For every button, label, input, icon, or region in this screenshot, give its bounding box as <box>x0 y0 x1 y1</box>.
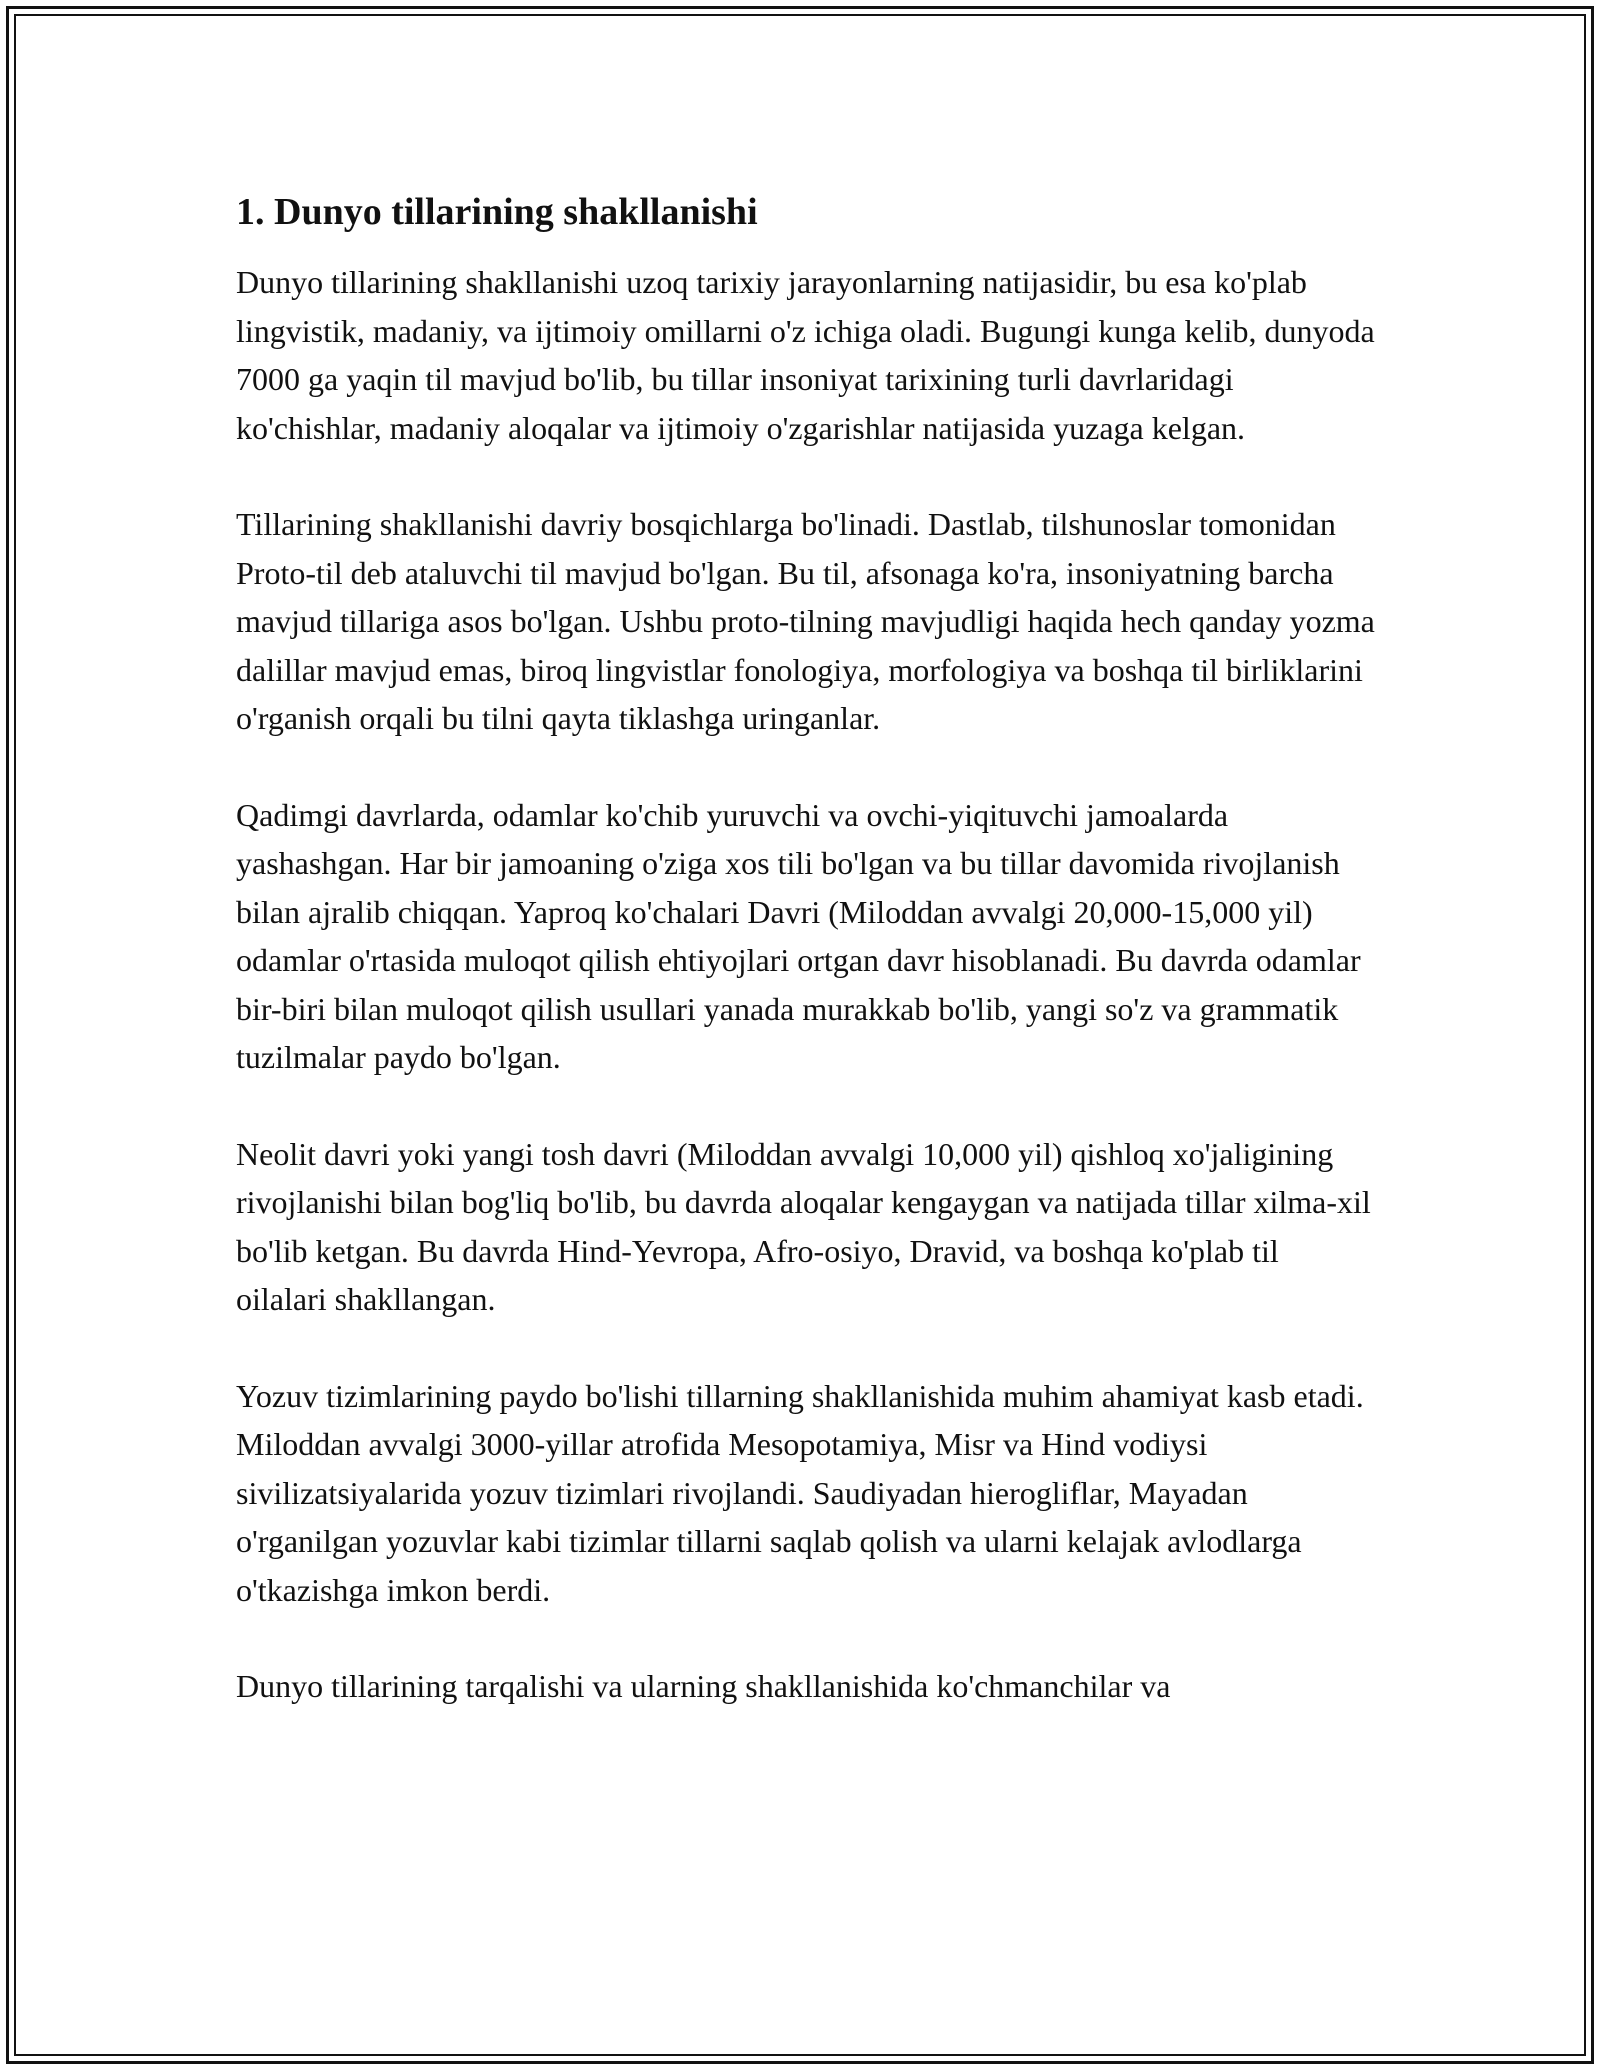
paragraph-1: Dunyo tillarining shakllanishi uzoq tarixiy jarayonlarning natijasidir, bu esa ko'plab lingvistik, madaniy, va ijtimoiy omillarni o'z ichiga oladi. Bugungi kunga kelib, dunyoda 7000 ga yaqin til mavjud bo'lib, bu tillar insoniyat tarixining turli davrlaridagi ko'chishlar, madaniy aloqalar va ijtimoiy o'zgarishlar natijasida yuzaga kelgan. <box>236 264 1375 446</box>
paragraph-5: Yozuv tizimlarining paydo bo'lishi tillarning shakllanishida muhim ahamiyat kasb etadi. Miloddan avvalgi 3000-yillar atrofida Mesopotamiya, Misr va Hind vodiysi sivilizatsiyalarida yozuv tizimlari rivojlandi. Saudiyadan hierogliflar, Mayadan o'rganilgan yozuvlar kabi tizimlar tillarni saqlab qolish va ularni kelajak avlodlarga o'tkazishga imkon berdi. <box>236 1377 1364 1608</box>
paragraph-6: Dunyo tillarining tarqalishi va ularning shakllanishida ko'chmanchilar va <box>236 1668 1171 1704</box>
paragraph-4: Neolit davri yoki yangi tosh davri (Miloddan avvalgi 10,000 yil) qishloq xo'jaligining rivojlanishi bilan bog'liq bo'lib, bu davrda aloqalar kengaygan va natijada tillar xilma-xil bo'lib ketgan. Bu davrda Hind-Yevropa, Afro-osiyo, Dravid, va boshqa ko'plab til oilalari shakllangan. <box>236 1135 1371 1317</box>
section-heading: 1. Dunyo tillarining shakllanishi <box>236 191 758 233</box>
document-body <box>236 186 1376 1759</box>
paragraph-3: Qadimgi davrlarda, odamlar ko'chib yuruvchi va ovchi-yiqituvchi jamoalarda yashashgan. Har bir jamoaning o'ziga xos tili bo'lgan va bu tillar davomida rivojlanish bilan ajralib chiqqan. Yaproq ko'chalari Davri (Miloddan avvalgi 20,000-15,000 yil) odamlar o'rtasida muloqot qilish ehtiyojlari ortgan davr hisoblanadi. Bu davrda odamlar bir-biri bilan muloqot qilish usullari yanada murakkab bo'lib, yangi so'z va grammatik tuzilmalar paydo bo'lgan. <box>236 796 1361 1075</box>
paragraph-2: Tillarining shakllanishi davriy bosqichlarga bo'linadi. Dastlab, tilshunoslar tomonidan Proto-til deb ataluvchi til mavjud bo'lgan. Bu til, afsonaga ko'ra, insoniyatning barcha mavjud tillariga asos bo'lgan. Ushbu proto-tilning mavjudligi haqida hech qanday yozma dalillar mavjud emas, biroq lingvistlar fonologiya, morfologiya va boshqa til birliklarini o'rganish orqali bu tilni qayta tiklashga uringanlar. <box>236 506 1375 736</box>
